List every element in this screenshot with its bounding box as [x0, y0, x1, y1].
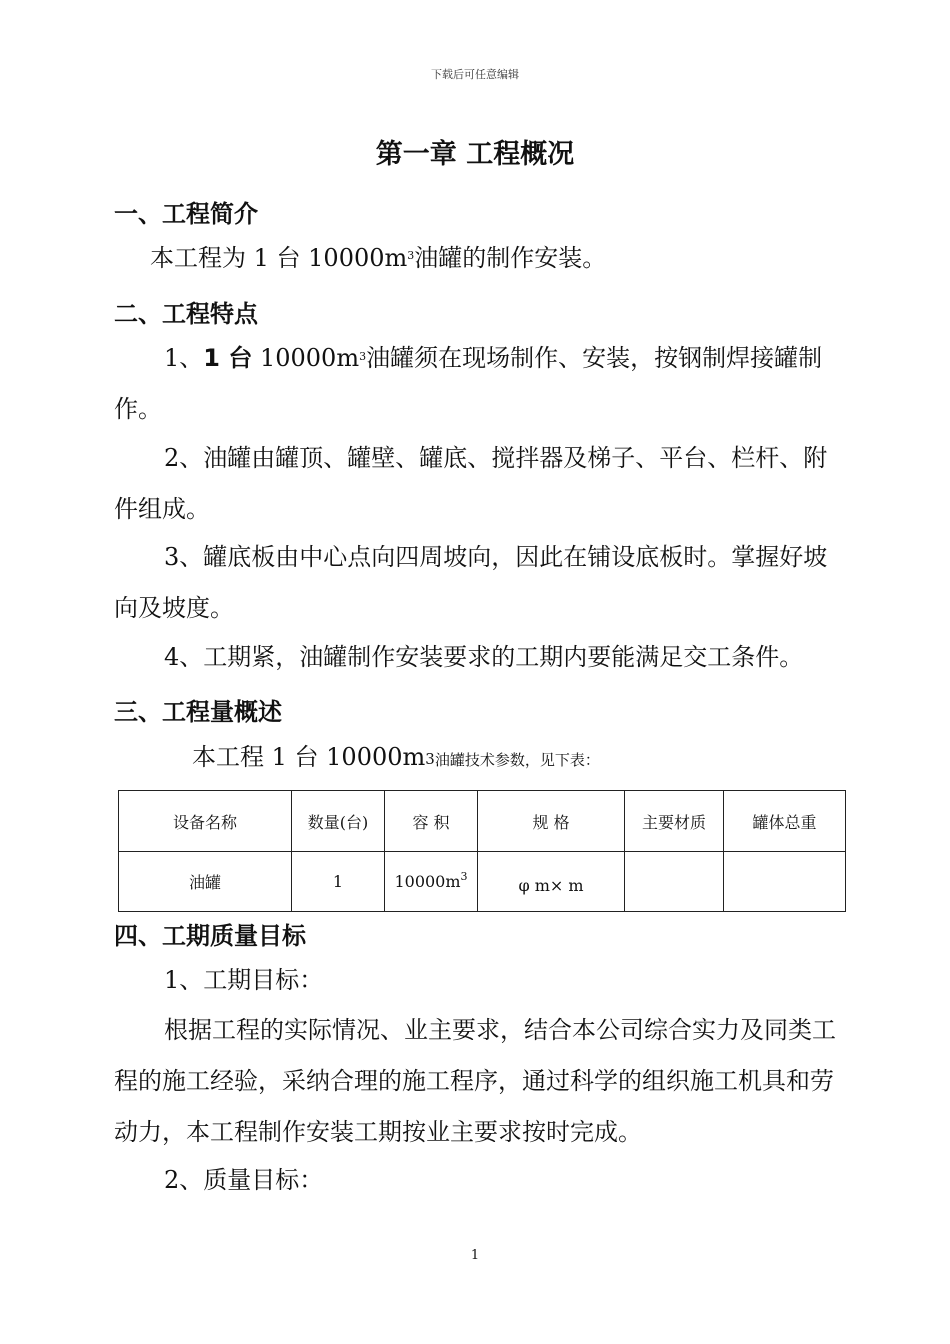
section-heading-3: 三、工程量概述 — [114, 698, 282, 726]
text-part: 10000m — [394, 872, 461, 891]
feature-item-2: 2、油罐由罐顶、罐壁、罐底、搅拌器及梯子、平台、栏杆、附件组成。 — [114, 444, 828, 523]
chapter-title: 第一章 工程概况 — [375, 139, 575, 170]
spec-table — [118, 790, 846, 912]
table-cell-weight — [724, 852, 846, 912]
superscript: 3 — [407, 249, 415, 262]
sub-heading-schedule: 1、工期目标： — [164, 966, 324, 994]
section-heading-1: 一、工程简介 — [114, 200, 258, 228]
table-cell-name: 油罐 — [119, 852, 292, 912]
item-bold: 1 台 — [203, 344, 253, 372]
section-1-text — [150, 233, 606, 283]
text-part: 油罐须在现场制作、安装，按钢制焊接罐制作。 — [114, 344, 823, 423]
table-cell-volume — [385, 852, 478, 912]
item-number: 1、 — [164, 344, 204, 372]
text-part: 油罐技术参数，见下表： — [434, 751, 600, 769]
feature-item-3: 3、罐底板由中心点向四周坡向，因此在铺设底板时。掌握好坡向及坡度。 — [114, 543, 828, 622]
table-cell-qty: 1 — [292, 852, 385, 912]
section-3-intro — [192, 732, 600, 785]
schedule-paragraph: 根据工程的实际情况、业主要求，结合本公司综合实力及同类工程的施工经验，采纳合理的施工程序，通过科学的组织施工机具和劳动力，本工程制作安装工期按业主要求按时完成。 — [114, 1016, 836, 1146]
text-part: 油罐的制作安装。 — [414, 244, 607, 272]
table-header-row — [119, 791, 846, 852]
text-part: 10000m — [252, 344, 360, 372]
section-heading-4: 四、工期质量目标 — [114, 922, 306, 950]
feature-item-1 — [114, 333, 849, 435]
table-header-cell: 规 格 — [478, 791, 625, 852]
superscript: 3 — [359, 350, 367, 363]
table-header-cell: 罐体总重 — [724, 791, 846, 852]
table-cell-material — [625, 852, 724, 912]
table-cell-spec: φ m× m — [478, 852, 625, 912]
feature-item-4: 4、工期紧，油罐制作安装要求的工期内要能满足交工条件。 — [164, 643, 804, 671]
header-note: 下载后可任意编辑 — [431, 68, 519, 81]
text-part: 本工程 1 台 10000m — [192, 743, 426, 771]
table-header-cell: 容 积 — [385, 791, 478, 852]
table-row — [119, 852, 846, 912]
section-heading-2: 二、工程特点 — [114, 300, 258, 328]
superscript: 3 — [425, 750, 435, 768]
table-header-cell: 主要材质 — [625, 791, 724, 852]
text-part: 本工程为 1 台 10000m — [150, 244, 408, 272]
superscript: 3 — [460, 870, 468, 883]
table-header-cell: 设备名称 — [119, 791, 292, 852]
sub-heading-quality: 2、质量目标： — [164, 1166, 324, 1194]
table-header-cell: 数量(台) — [292, 791, 385, 852]
page-number: 1 — [470, 1248, 480, 1263]
